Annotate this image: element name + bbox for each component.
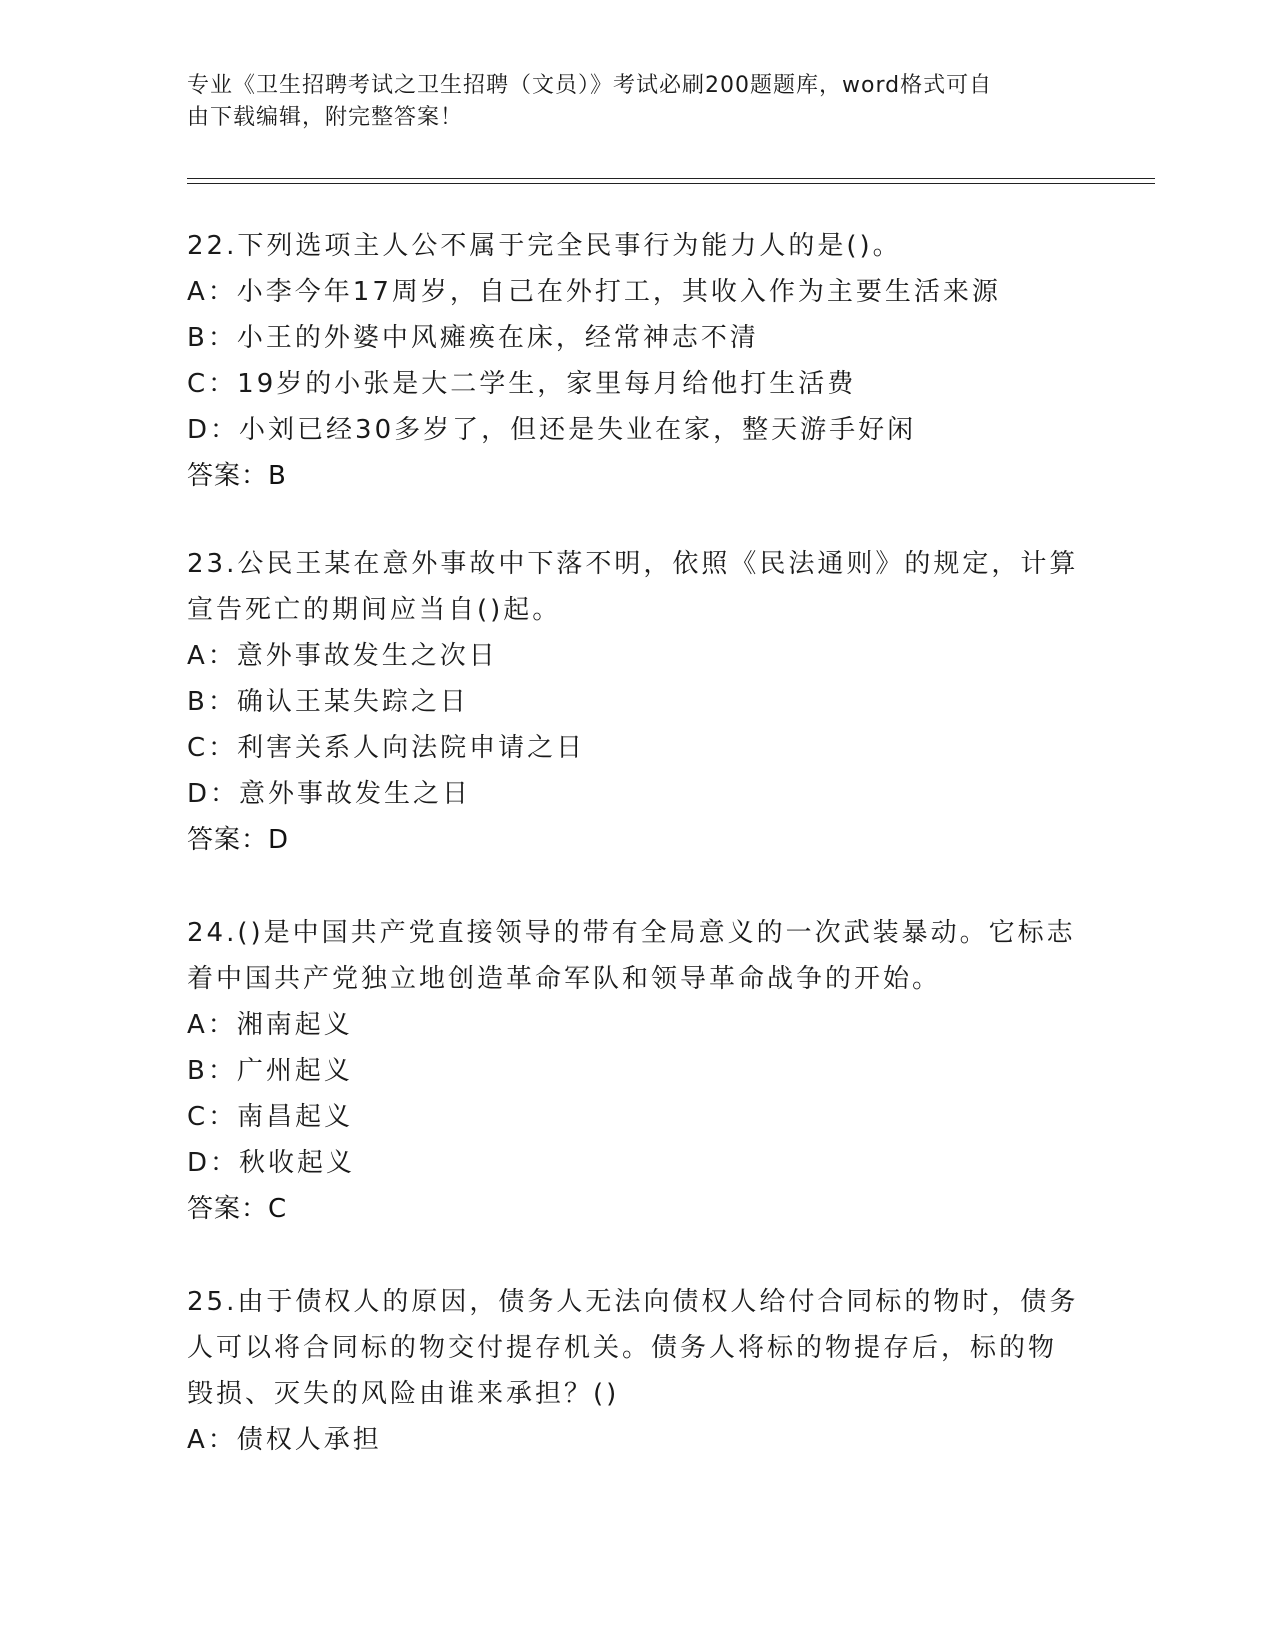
option-b: B：广州起义 — [187, 1056, 353, 1086]
option-c: C：利害关系人向法院申请之日 — [187, 733, 586, 763]
option-a: A：小李今年17周岁，自己在外打工，其收入作为主要生活来源 — [187, 277, 1001, 307]
question-text: 25.由于债权人的原因，债务人无法向债权人给付合同标的物时，债务 — [187, 1287, 1079, 1317]
option-c: C：南昌起义 — [187, 1102, 354, 1132]
question-text: 着中国共产党独立地创造革命军队和领导革命战争的开始。 — [187, 964, 942, 994]
question-text: 24.()是中国共产党直接领导的带有全局意义的一次武装暴动。它标志 — [187, 918, 1076, 948]
option-d: D：秋收起义 — [187, 1148, 356, 1178]
answer-label: 答案： — [187, 461, 269, 491]
header-line-1: 专业《卫生招聘考试之卫生招聘（文员）》考试必刷200题题库，word格式可自 — [187, 73, 993, 98]
answer — [187, 1186, 1087, 1232]
question-text: 人可以将合同标的物交付提存机关。债务人将标的物提存后，标的物 — [187, 1333, 1058, 1363]
answer-value: C — [268, 1194, 288, 1224]
header-divider-bottom — [187, 183, 1155, 184]
option-a: A：湘南起义 — [187, 1010, 353, 1040]
header-line-2: 由下载编辑，附完整答案！ — [187, 105, 464, 130]
question-text: 宣告死亡的期间应当自()起。 — [187, 595, 562, 625]
answer — [187, 453, 1087, 499]
question-24 — [187, 910, 1087, 1232]
question-23 — [187, 541, 1087, 863]
option-b: B：小王的外婆中风瘫痪在床，经常神志不清 — [187, 323, 759, 353]
answer-label: 答案： — [187, 825, 269, 855]
question-25 — [187, 1279, 1087, 1463]
option-d: D：小刘已经30多岁了，但还是失业在家，整天游手好闲 — [187, 415, 917, 445]
answer — [187, 817, 1087, 863]
header-divider-top — [187, 178, 1155, 179]
answer-label: 答案： — [187, 1194, 269, 1224]
question-text: 23.公民王某在意外事故中下落不明，依照《民法通则》的规定，计算 — [187, 549, 1079, 579]
question-text: 22.下列选项主人公不属于完全民事行为能力人的是()。 — [187, 231, 902, 261]
option-a: A：债权人承担 — [187, 1425, 382, 1455]
question-22 — [187, 223, 1087, 499]
question-text: 毁损、灭失的风险由谁来承担？() — [187, 1379, 620, 1409]
answer-value: D — [268, 825, 290, 855]
option-a: A：意外事故发生之次日 — [187, 641, 498, 671]
option-c: C：19岁的小张是大二学生，家里每月给他打生活费 — [187, 369, 857, 399]
answer-value: B — [268, 461, 287, 491]
option-b: B：确认王某失踪之日 — [187, 687, 469, 717]
document-header — [187, 70, 1087, 134]
option-d: D：意外事故发生之日 — [187, 779, 472, 809]
